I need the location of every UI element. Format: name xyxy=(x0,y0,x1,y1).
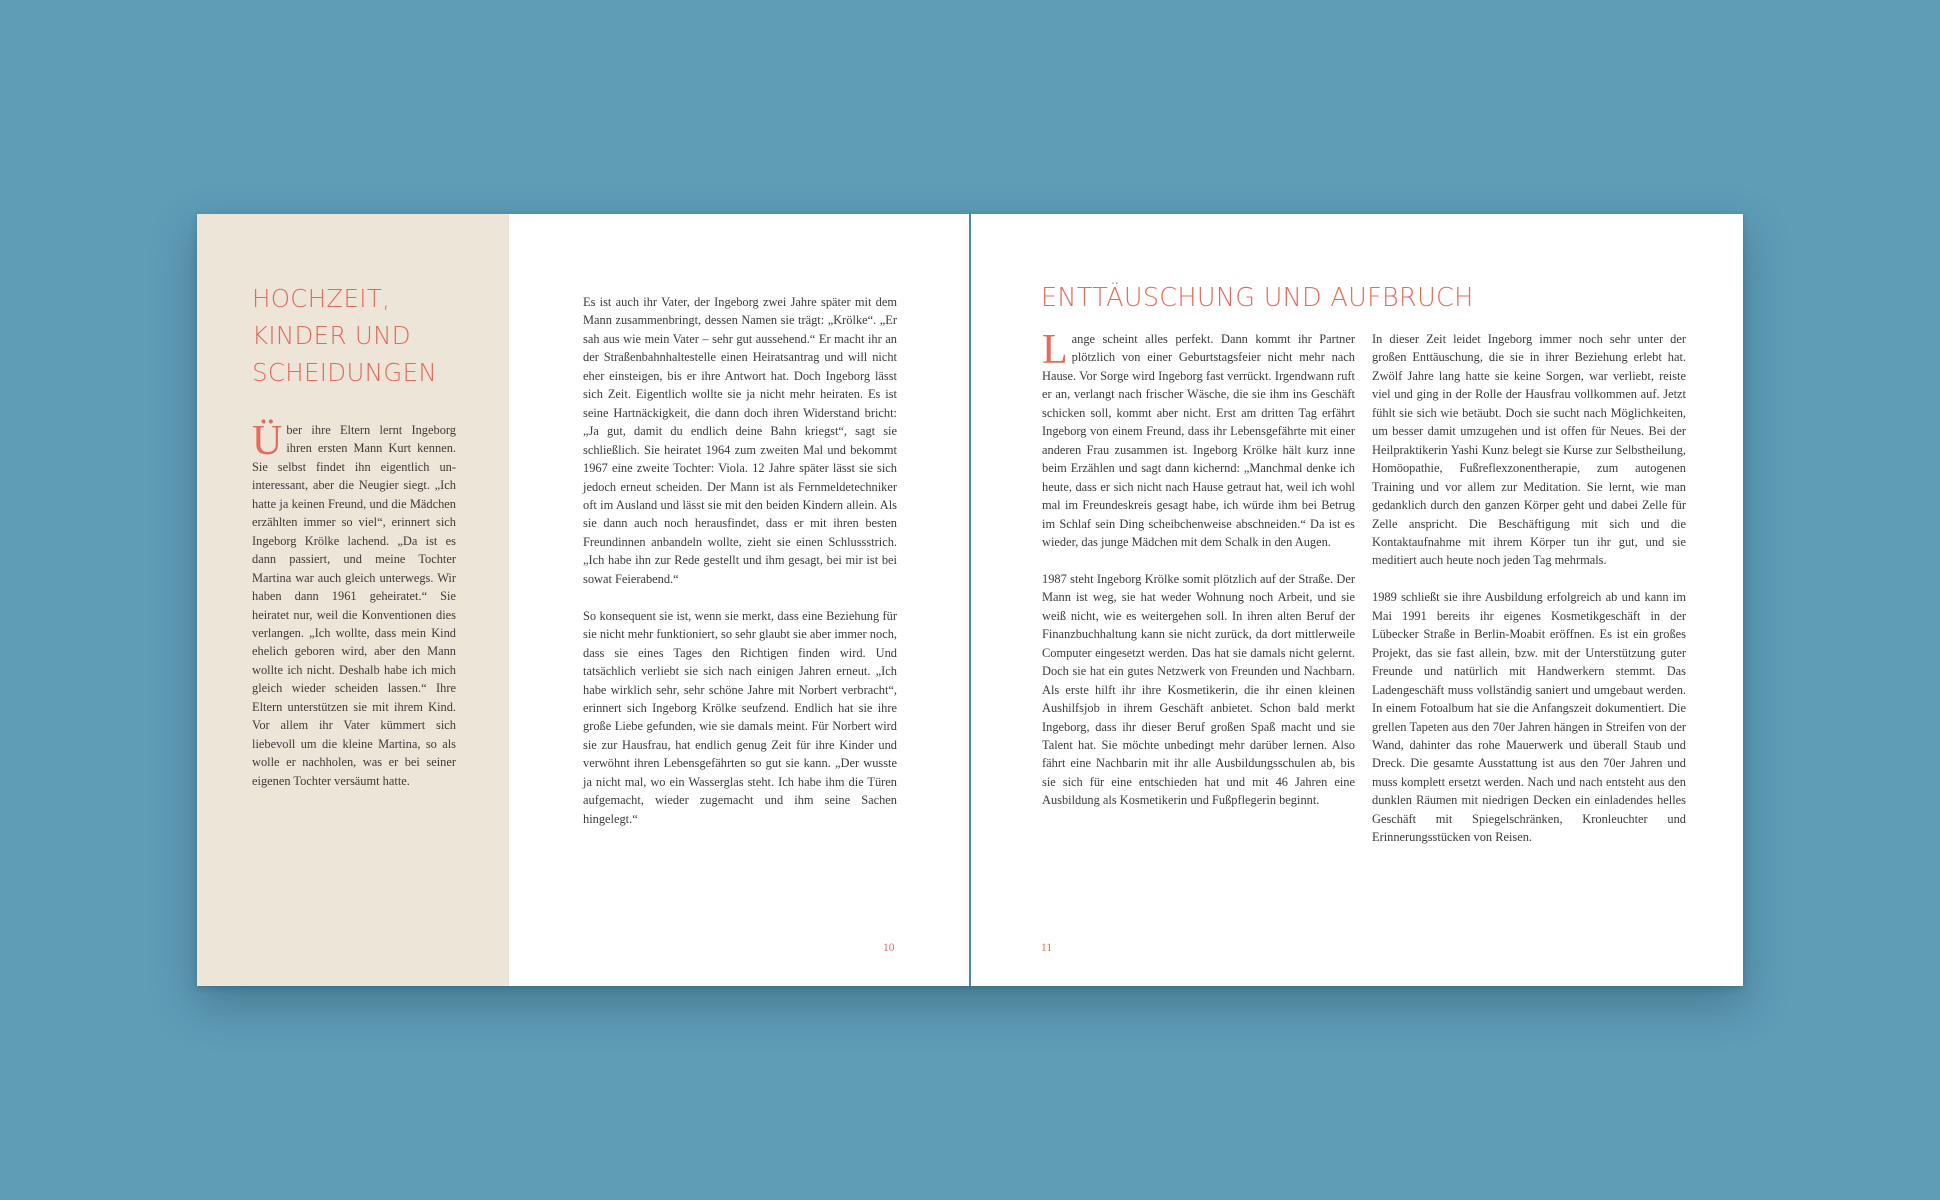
dropcap: L xyxy=(1042,327,1068,373)
chapter-heading-right: ENTTÄUSCHUNG UND AUFBRUCH xyxy=(1041,283,1474,313)
paragraph: In dieser Zeit leidet Ingeborg immer noch sehr unter der großen Enttäuschung, die sie in ihrer Beziehung erlebt hat. Zwölf Jahre lang hatte sie keine Sorgen, war verliebt, reiste viel und ging in der Rolle der Hausfrau vollkommen auf. Jetzt fühlt sie sich wie betäubt. Doch sie sucht nach Möglichkeiten, um besser damit umzugehen und ist offen für Neues. Bei der Heilpraktikerin Yashi Kunz belegt sie Kurse zur Selbstheilung, Homöopathie, Fußreflexzonentherapie, zum autogenen Training und vor allem zur Meditation. Sie lernt, wie man gedanklich durch den ganzen Körper geht und dabei Zelle für Zelle anspricht. Die Beschäftigung mit sich und die Kontaktaufnahme mit ihrem Körper tun ihr gut, und sie meditiert auch heute noch jeden Tag mehrmals. xyxy=(1372,332,1686,568)
right-page xyxy=(971,214,1743,986)
paragraph xyxy=(252,418,456,790)
left-page xyxy=(197,214,969,986)
heading-line: HOCHZEIT, xyxy=(252,284,391,313)
sidebar-panel xyxy=(197,214,509,986)
left-main-text-column xyxy=(583,293,897,828)
sidebar-text-column xyxy=(252,418,456,790)
paragraph-text: ange scheint alles perfekt. Dann kommt ihr Partner plötzlich von einer Geburtstagsfeier nicht mehr nach Hause. Vor Sorge wird Ingeborg fast verrückt. Irgendwann ruft er an, verlangt nach frischer Wäsche, die sie ihm ins Geschäft schicken soll, kommt aber nicht. Erst am dritten Tag erfährt Ingeborg von einem Freund, dass ihr Lebensgefährte mit einer anderen Frau zusammen ist. Ingeborg Krölke hält kurz inne beim Erzählen und sagt dann kichernd: „Manchmal denke ich heute, dass er sich nicht nach Hause getraut hat, weil ich wohl mal im Freundeskreis gesagt habe, ich würde ihm bei Betrug im Schlaf sein Ding scheibchenweise abschneiden.“ Da ist es wieder, das junge Mädchen mit dem Schalk in den Augen. xyxy=(1042,332,1355,549)
right-text-column-1 xyxy=(1042,327,1355,810)
paragraph: Es ist auch ihr Vater, der Ingeborg zwei Jahre später mit dem Mann zusammenbringt, dessen Namen sie trägt: „Krölke“. „Er sah aus wie mein Vater – sehr gut aussehend.“ Er macht ihr an der Straßenbahnhaltestelle einen Heiratsantrag und will nicht eher einsteigen, bis er ihre Antwort hat. Doch Ingeborg lässt sich Zeit. Eigentlich wollte sie ja nicht mehr heiraten. Es ist seine Hartnäckigkeit, die dann doch ihren Widerstand bricht: „Ja gut, damit du endlich deine Bahn kriegst“, sagt sie schließlich. Sie heiratet 1964 zum zweiten Mal und bekommt 1967 eine zweite Tochter: Viola. 12 Jahre später lässt sie sich jedoch erneut scheiden. Der Mann ist als Fernmeldetechniker oft im Ausland und lässt sie mit den beiden Kindern allein. Als sie dann auch noch herausfindet, dass er mit ihren besten Freundinnen anbandeln wollte, zieht sie einen Schlussstrich. „Ich habe ihn zur Rede gestellt und ihm gesagt, bei mir ist bei sowat Feierabend.“ xyxy=(583,295,897,586)
paragraph xyxy=(1042,327,1355,551)
heading-line: SCHEIDUNGEN xyxy=(252,358,438,387)
paragraph: 1989 schließt sie ihre Ausbildung erfolgreich ab und kann im Mai 1991 bereits ihr eigenes Kosmetikgeschäft in der Lübecker Straße in Berlin-Moabit eröffnen. Es ist ein großes Projekt, das sie fast allein, bzw. mit der Unterstützung guter Freunde und natürlich mit Handwerkern stemmt. Das Ladengeschäft muss vollständig saniert und umgebaut werden. In einem Fotoalbum hat sie die Anfangszeit dokumentiert. Die grellen Tapeten aus den 70er Jahren hängen in Streifen von der Wand, dahinter das rohe Mauerwerk und überall Staub und Dreck. Die gesamte Ausstattung ist aus den 70er Jahren und muss komplett ersetzt werden. Nach und nach entsteht aus den dunklen Räumen mit niedrigen Decken ein einladendes helles Geschäft mit Spiegelschränken, Kronleuchter und Erinnerungsstücken von Reisen. xyxy=(1372,590,1686,845)
paragraph-text: ber ihre Eltern lernt Ingeborg ihren ersten Mann Kurt kennen. Sie selbst findet ihn eigentlich uninteressant, aber die Neugier siegt. „Ich hatte ja keinen Freund, und die Mädchen erzählten immer so viel“, erinnert sich Ingeborg Krölke lachend. „Da ist es dann passiert, und meine Tochter Martina war auch gleich unterwegs. Wir haben dann 1961 geheiratet.“ Sie heiratet nur, weil die Konventionen dies verlangen. „Ich wollte, dass mein Kind ehelich geboren wird, aber den Mann wollte ich nicht. Deshalb habe ich mich gleich wieder scheiden lassen.“ Ihre Eltern unterstützen sie mit ihrem Kind. Vor allem ihr Vater kümmert sich liebevoll um die kleine Martina, so als wolle er nachholen, was er bei seiner eigenen Tochter versäumt hatte. xyxy=(252,423,456,788)
page-number-left: 10 xyxy=(883,942,895,954)
heading-line: KINDER UND xyxy=(252,321,411,350)
page-number-right: 11 xyxy=(1041,942,1053,954)
paragraph: 1987 steht Ingeborg Krölke somit plötzlich auf der Straße. Der Mann ist weg, sie hat weder Wohnung noch Arbeit, und sie weiß nicht, wie es weitergehen soll. In ihren alten Beruf der Finanzbuchhaltung kann sie nicht zurück, da dort mittlerweile Computer eingesetzt werden. Das hat sie damals nicht gelernt. Doch sie hat ein gutes Netzwerk von Freunden und Nachbarn. Als erste hilft ihr ihre Kosmetikerin, die ihr einen kleinen Aushilfsjob in ihrem Geschäft anbietet. Schon bald merkt Ingeborg, dass ihr dieser Beruf großen Spaß macht und sie Talent hat. Sie möchte unbedingt mehr darüber lernen. Also fährt eine Nachbarin mit ihr alle Ausbildungsschulen ab, bis sie sich für eine entschieden hat und mit 46 Jahren eine Ausbildung als Kosmetikerin und Fußpflegerin beginnt. xyxy=(1042,571,1355,808)
book-spread xyxy=(197,214,1743,986)
paragraph: So konsequent sie ist, wenn sie merkt, dass eine Beziehung für sie nicht mehr funktioniert, so sehr glaubt sie aber immer noch, dass sie eines Tages den Richtigen finden wird. Und tatsächlich verliebt sie sich nach einigen Jahren erneut. „Ich habe wirklich sehr, sehr schöne Jahre mit Norbert verbracht“, erinnert sich Ingeborg Krölke seufzend. Endlich hat sie ihre große Liebe gefunden, wie sie damals meint. Für Norbert wird sie zur Hausfrau, hat endlich genug Zeit für ihre Kinder und verwöhnt ihren Lebensgefährten so gut sie kann. „Der wusste ja nicht mal, wo ein Wasserglas steht. Ich habe ihm die Türen aufgemacht, wieder zugemacht und ihm seine Sachen hingelegt.“ xyxy=(583,608,897,826)
chapter-heading-left xyxy=(252,280,502,391)
right-text-column-2 xyxy=(1372,330,1686,847)
dropcap: Ü xyxy=(252,418,283,464)
